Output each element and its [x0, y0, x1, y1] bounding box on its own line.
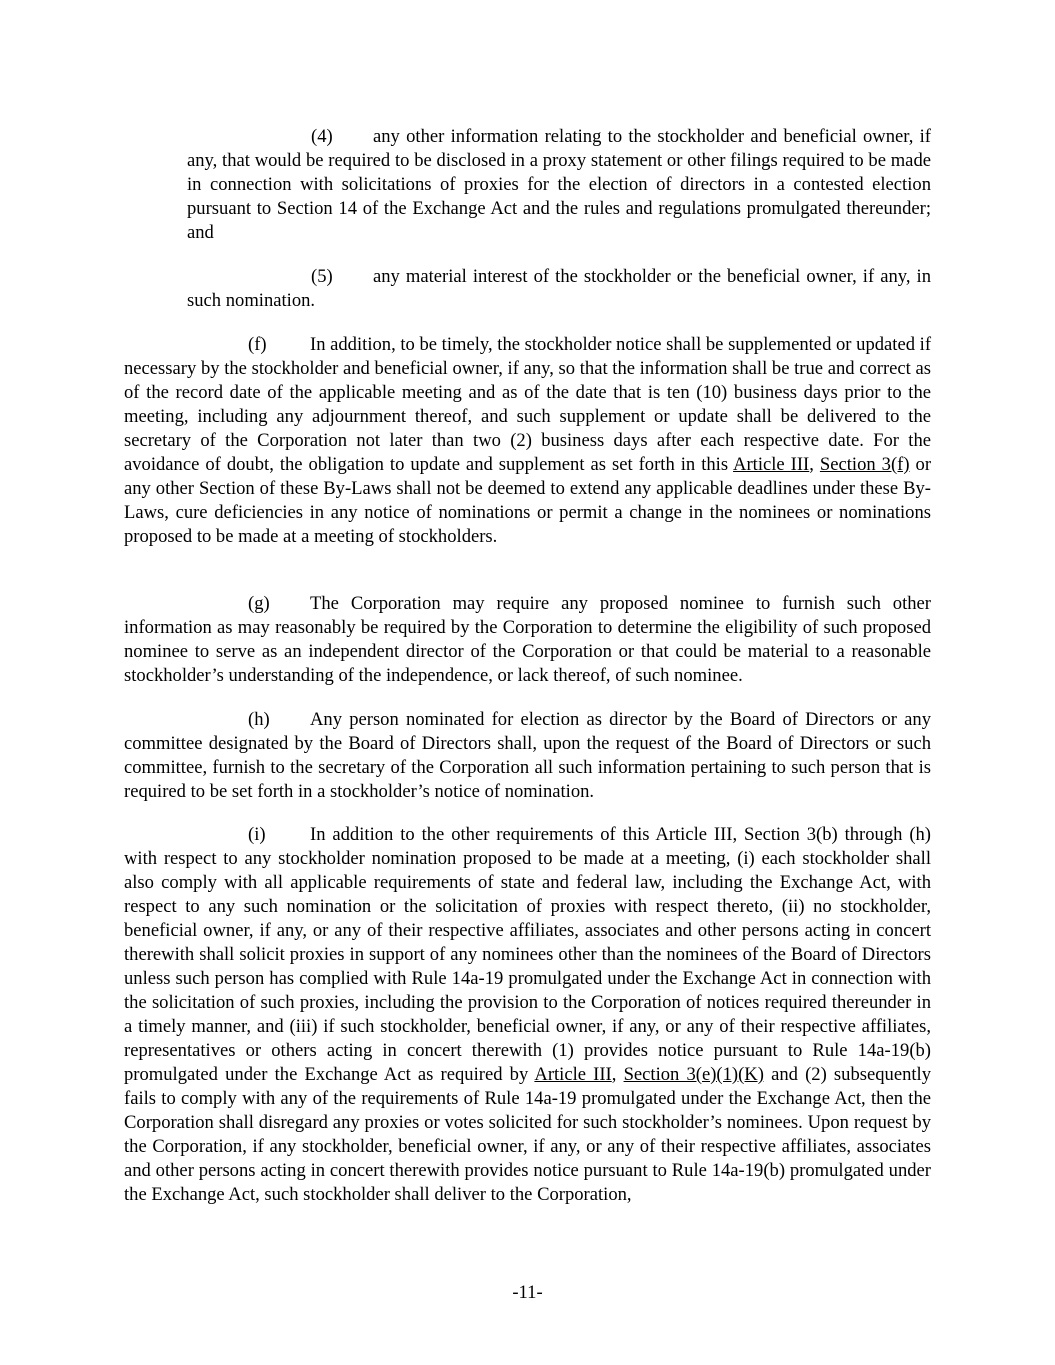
paragraph-text: In addition to the other requirements of this Article III, Section 3(b) through (h) with respect to any stockholder nomination proposed to be made at a meeting, (i) each stockholder shall also comply with all applicable requirements of state and federal law, including the Exchange Act, with respect to any such nomination or the solicitation of proxies with respect thereto, (ii) no stockholder, beneficial owner, if any, or any of their respective affiliates, associates and other persons acting in concert therewith shall solicit proxies in support of any nominees other than the nominees of the Board of Directors unless such person has complied with Rule 14a-19 promulgated under the Exchange Act in connection with the solicitation of such proxies, including the provision to the Corporation of notices required thereunder in a timely manner, and (iii) if such stockholder, beneficial owner, if any, or any of their respective affiliates, representatives or others acting in concert therewith (1) provides notice pursuant to Rule 14a-19(b) promulgated under the Exchange Act as required by — [124, 824, 931, 1085]
paragraph-h — [124, 708, 931, 804]
paragraph-label: (g) — [248, 593, 270, 614]
paragraph-label: (4) — [311, 126, 333, 147]
paragraph-label: (h) — [248, 709, 270, 730]
paragraph-g — [124, 592, 931, 688]
paragraph-i — [124, 823, 931, 1207]
paragraph-text: In addition, to be timely, the stockholder notice shall be supplemented or updated if necessary by the stockholder and beneficial owner, if any, so that the information shall be true and correct as of the record date of the applicable meeting and as of the date that is ten (10) business days prior to the meeting, including any adjournment thereof, and such supplement or update shall be delivered to the secretary of the Corporation not later than two (2) business days after each respective date. For the avoidance of doubt, the obligation to update and supplement as set forth in this — [124, 334, 932, 475]
paragraph-4 — [187, 125, 931, 245]
paragraph-text: any other information relating to the stockholder and beneficial owner, if any, that would be required to be disclosed in a proxy statement or other filings required to be made in connection with solicitations of proxies for the election of directors in a contested election pursuant to Section 14 of the Exchange Act and the rules and regulations promulgated thereunder; and — [187, 126, 931, 243]
section-reference: Section 3(e)(1)(K) — [623, 1064, 764, 1085]
paragraph-label: (5) — [311, 266, 333, 287]
reference-separator: , — [611, 1064, 624, 1085]
page-number: -11- — [512, 1282, 543, 1303]
paragraph-text-continued: or any other Section of these By-Laws shall not be deemed to extend any applicable deadlines under these By-Laws, cure deficiencies in any notice of nominations or permit a change in the nominees or nominations proposed to be made at a meeting of stockholders. — [124, 454, 932, 547]
paragraph-text: The Corporation may require any proposed nominee to furnish such other information as may reasonably be required by the Corporation to determine the eligibility of such proposed nominee to serve as an independent director of the Corporation or that could be material to a reasonable stockholder’s understanding of the independence, or lack thereof, of such nominee. — [124, 593, 931, 686]
reference-separator: , — [809, 454, 820, 475]
paragraph-text: any material interest of the stockholder or the beneficial owner, if any, in such nomination. — [187, 266, 931, 311]
section-reference: Section 3(f) — [819, 454, 910, 475]
paragraph-label: (i) — [248, 824, 266, 845]
paragraph-f — [124, 333, 931, 549]
paragraph-text: Any person nominated for election as director by the Board of Directors or any committee designated by the Board of Directors shall, upon the request of the Board of Directors or such committee, furnish to the secretary of the Corporation all such information pertaining to such person that is required to be set forth in a stockholder’s notice of nomination. — [124, 709, 931, 802]
article-reference: Article III — [534, 1064, 612, 1085]
paragraph-text-continued: and (2) subsequently fails to comply with any of the requirements of Rule 14a-19 promulgated under the Exchange Act, then the Corporation shall disregard any proxies or votes solicited for such stockholder’s nominees. Upon request by the Corporation, if any stockholder, beneficial owner, if any, or any of their respective affiliates, associates and other persons acting in concert therewith provides notice pursuant to Rule 14a-19(b) promulgated under the Exchange Act, such stockholder shall deliver to the Corporation, — [124, 1064, 931, 1205]
paragraph-5 — [187, 265, 931, 313]
article-reference: Article III — [733, 454, 810, 475]
paragraph-label: (f) — [248, 334, 267, 355]
